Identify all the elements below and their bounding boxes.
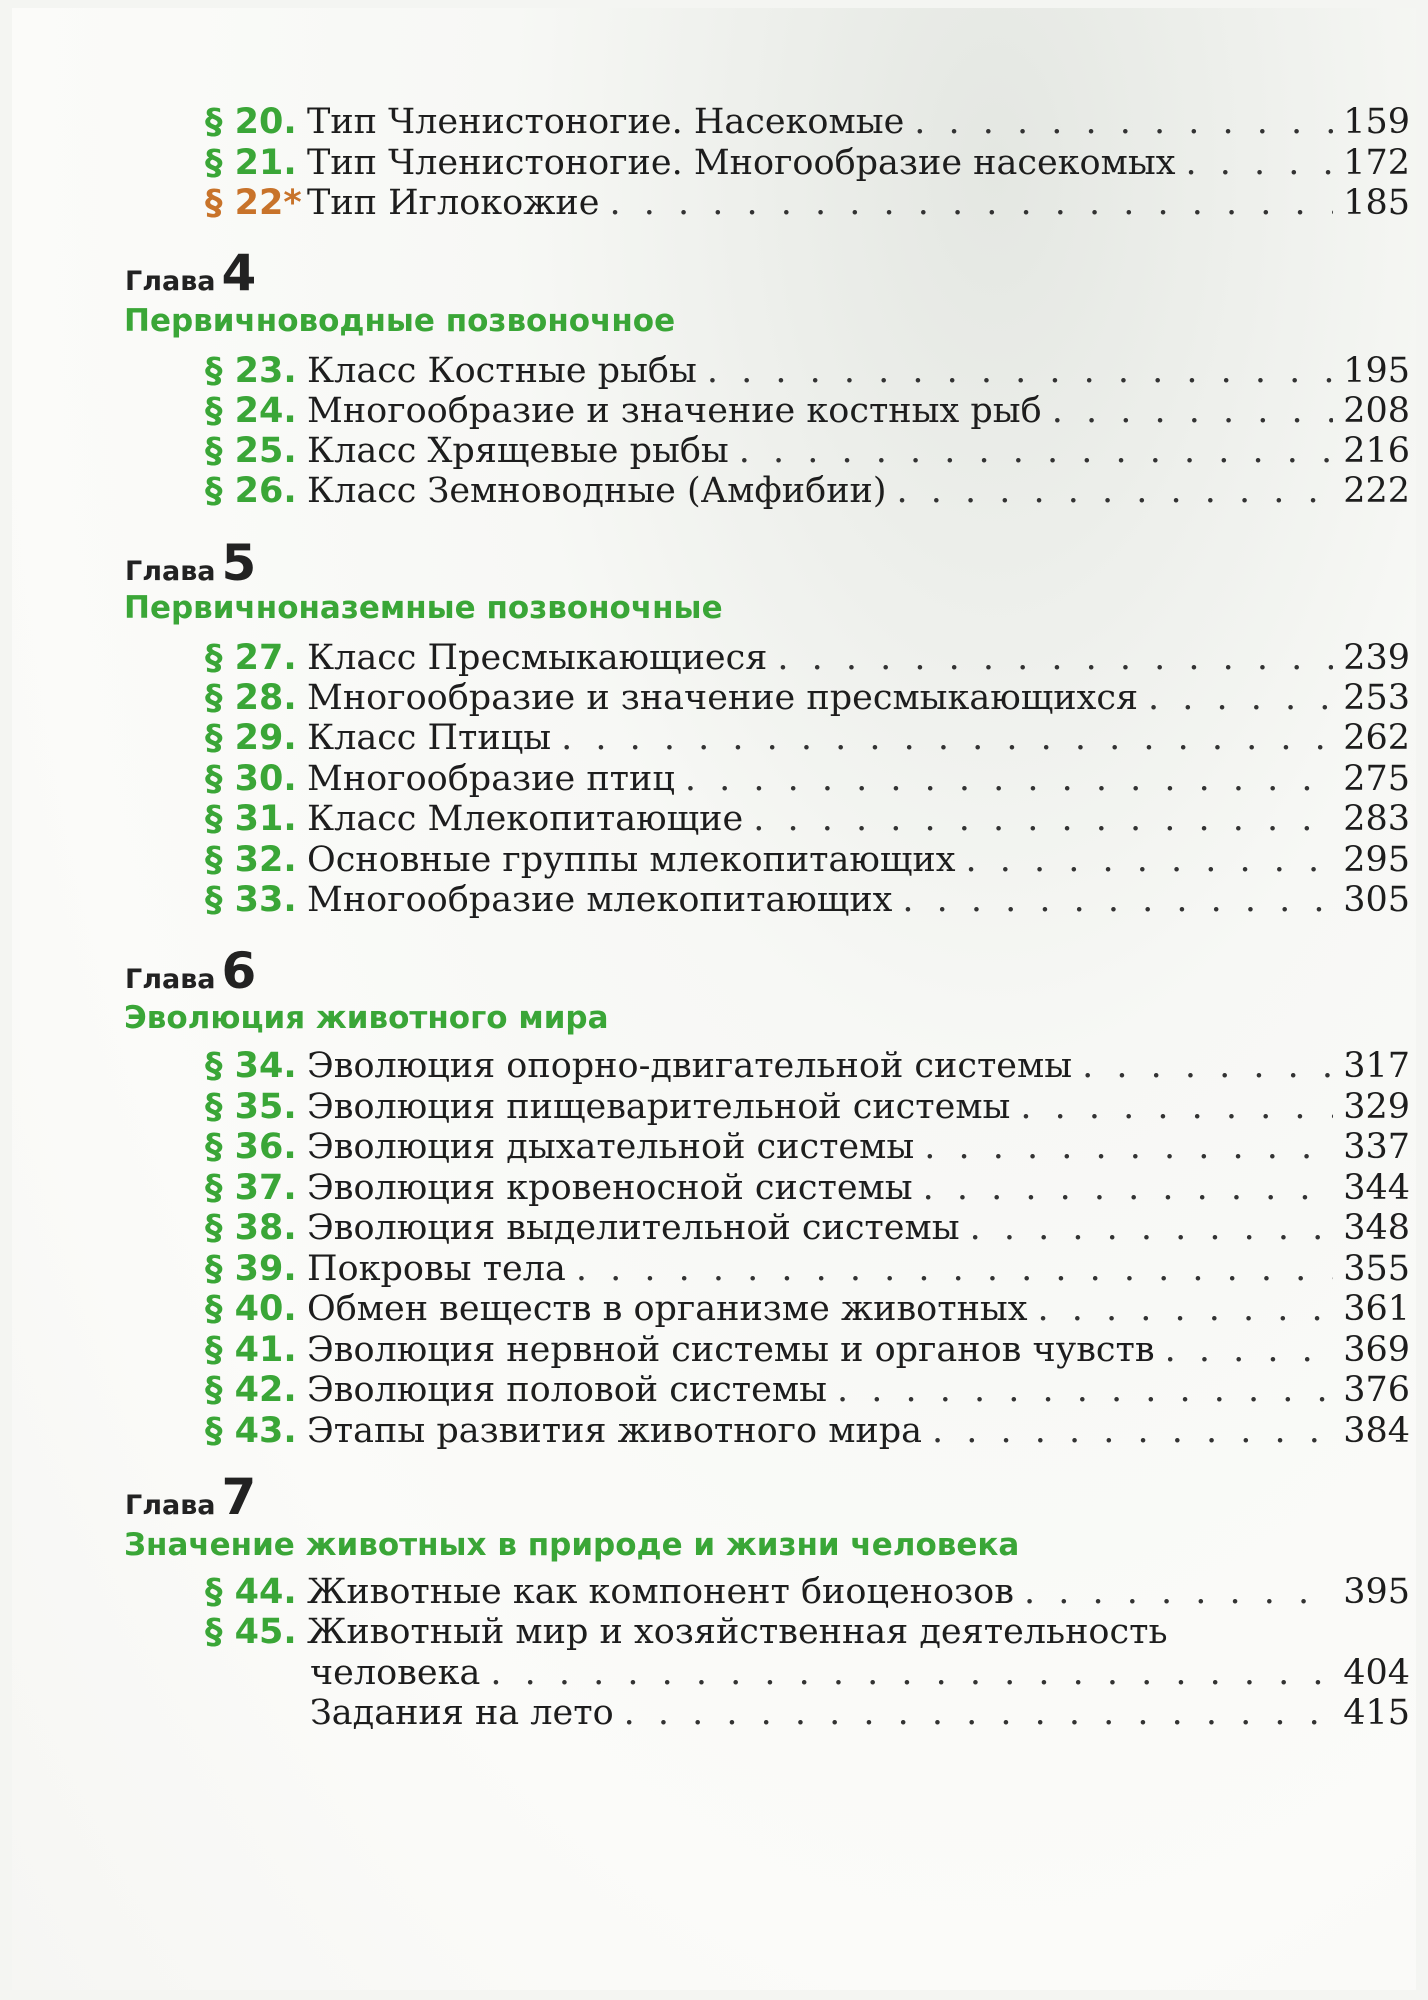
page-number: 195	[1343, 351, 1410, 391]
section-title: Многообразие птиц	[307, 759, 675, 799]
toc-entry[interactable]	[205, 1046, 1410, 1086]
leader-dots	[1185, 143, 1333, 183]
toc-entry[interactable]	[205, 1208, 1410, 1248]
section-title: Покровы тела	[307, 1249, 566, 1289]
section-title: Класс Костные рыбы	[307, 351, 697, 391]
page-number: 415	[1343, 1693, 1410, 1733]
toc-entry[interactable]	[205, 1572, 1410, 1612]
leader-dots	[965, 840, 1333, 880]
page-number: 376	[1343, 1370, 1410, 1410]
section-title: Класс Хрящевые рыбы	[307, 431, 729, 471]
page-number: 262	[1343, 718, 1410, 758]
chapter-heading	[125, 1468, 256, 1526]
toc-entry[interactable]	[205, 678, 1410, 718]
section-number: § 27.	[205, 638, 297, 678]
page-number: 384	[1343, 1411, 1410, 1451]
section-title: Эволюция половой системы	[307, 1370, 827, 1410]
leader-dots	[1052, 391, 1333, 431]
section-number: § 37.	[205, 1168, 297, 1208]
toc-entry-summer-tasks[interactable]	[310, 1693, 1410, 1733]
toc-entry[interactable]	[205, 880, 1410, 920]
chapter-heading	[125, 942, 256, 1000]
section-title: Эволюция пищеварительной системы	[307, 1087, 1011, 1127]
chapter-title: Эволюция животного мира	[124, 1000, 609, 1036]
chapter-number: 7	[221, 1468, 257, 1526]
section-number: § 25.	[205, 431, 297, 471]
leader-dots	[576, 1249, 1333, 1289]
chapter-title: Значение животных в природе и жизни человека	[124, 1527, 1020, 1563]
leader-dots	[490, 1653, 1333, 1693]
section-title: Тип Членистоногие. Насекомые	[307, 102, 905, 142]
section-number: § 42.	[205, 1370, 297, 1410]
page-number: 369	[1343, 1330, 1410, 1370]
toc-entry[interactable]	[205, 431, 1410, 471]
toc-entry[interactable]	[205, 840, 1410, 880]
leader-dots	[753, 799, 1333, 839]
toc-entry[interactable]	[205, 351, 1410, 391]
leader-dots	[561, 718, 1333, 758]
leader-dots	[624, 1693, 1334, 1733]
section-title: Многообразие и значение пресмыкающихся	[307, 678, 1139, 718]
leader-dots	[837, 1370, 1333, 1410]
page-number: 208	[1343, 391, 1410, 431]
toc-entry[interactable]	[205, 102, 1410, 142]
toc-entry[interactable]	[205, 1612, 1410, 1652]
leader-dots	[897, 471, 1334, 511]
section-number: § 28.	[205, 678, 297, 718]
toc-entry[interactable]	[205, 183, 1410, 223]
page-number: 348	[1343, 1208, 1410, 1248]
toc-entry[interactable]	[205, 1289, 1410, 1329]
toc-entry[interactable]	[205, 1370, 1410, 1410]
page-number: 395	[1343, 1572, 1410, 1612]
section-title: Эволюция нервной системы и органов чувств	[307, 1330, 1155, 1370]
section-number: § 43.	[205, 1411, 297, 1451]
toc-entry[interactable]	[205, 1249, 1410, 1289]
toc-entry[interactable]	[205, 799, 1410, 839]
toc-entry[interactable]	[205, 718, 1410, 758]
section-title: Многообразие и значение костных рыб	[307, 391, 1042, 431]
section-title: Этапы развития животного мира	[307, 1411, 923, 1451]
section-number: § 31.	[205, 799, 297, 839]
page-number: 172	[1343, 143, 1410, 183]
section-number: § 20.	[205, 102, 297, 142]
page-number: 404	[1343, 1653, 1410, 1693]
page-number: 295	[1343, 840, 1410, 880]
toc-entry[interactable]	[205, 391, 1410, 431]
section-number: § 35.	[205, 1087, 297, 1127]
toc-entry[interactable]	[205, 759, 1410, 799]
section-number: § 32.	[205, 840, 297, 880]
section-title: Задания на лето	[310, 1693, 614, 1733]
page-number: 216	[1343, 431, 1410, 471]
chapter-label: Глава	[125, 964, 216, 995]
section-title: Класс Млекопитающие	[307, 799, 744, 839]
section-title-continuation: человека	[310, 1653, 481, 1693]
section-number: § 44.	[205, 1572, 297, 1612]
section-number: § 23.	[205, 351, 297, 391]
leader-dots	[1020, 1087, 1333, 1127]
toc-entry[interactable]	[205, 1127, 1410, 1167]
section-title: Животные как компонент биоценозов	[307, 1572, 1014, 1612]
section-number: § 40.	[205, 1289, 297, 1329]
leader-dots	[932, 1411, 1333, 1451]
section-number: § 45.	[205, 1612, 297, 1652]
leader-dots	[914, 102, 1333, 142]
page-number: 337	[1343, 1127, 1410, 1167]
toc-entry[interactable]	[205, 143, 1410, 183]
section-title: Эволюция кровеносной системы	[307, 1168, 913, 1208]
chapter-number: 4	[221, 244, 257, 302]
section-number: § 36.	[205, 1127, 297, 1167]
leader-dots	[924, 1127, 1333, 1167]
chapter-number: 6	[221, 942, 257, 1000]
section-number: § 26.	[205, 471, 297, 511]
section-number: § 22*	[205, 183, 302, 223]
section-number: § 34.	[205, 1046, 297, 1086]
toc-entry[interactable]	[205, 1168, 1410, 1208]
page-number: 239	[1343, 638, 1410, 678]
toc-entry[interactable]	[205, 1087, 1410, 1127]
page-number: 275	[1343, 759, 1410, 799]
page-number: 317	[1343, 1046, 1410, 1086]
toc-entry[interactable]	[205, 471, 1410, 511]
section-number: § 38.	[205, 1208, 297, 1248]
page-number: 222	[1343, 471, 1410, 511]
page-number: 344	[1343, 1168, 1410, 1208]
section-number: § 30.	[205, 759, 297, 799]
chapter-label: Глава	[125, 1490, 216, 1521]
section-title: Многообразие млекопитающих	[307, 880, 893, 920]
leader-dots	[1165, 1330, 1334, 1370]
leader-dots	[777, 638, 1333, 678]
chapter-number: 5	[221, 534, 257, 592]
leader-dots	[739, 431, 1333, 471]
section-number: § 21.	[205, 143, 297, 183]
page-number: 185	[1343, 183, 1410, 223]
leader-dots	[970, 1208, 1334, 1248]
section-title: Класс Земноводные (Амфибии)	[307, 471, 887, 511]
toc-entry[interactable]	[205, 638, 1410, 678]
section-title: Эволюция выделительной системы	[307, 1208, 960, 1248]
section-title: Эволюция дыхательной системы	[307, 1127, 915, 1167]
leader-dots	[707, 351, 1333, 391]
leader-dots	[609, 183, 1333, 223]
chapter-heading	[125, 534, 256, 592]
chapter-label: Глава	[125, 556, 216, 587]
section-title: Обмен веществ в организме животных	[307, 1289, 1028, 1329]
toc-entry[interactable]	[205, 1411, 1410, 1451]
section-title: Животный мир и хозяйственная деятельность	[307, 1612, 1168, 1652]
chapter-title: Первичноназемные позвоночные	[124, 590, 723, 626]
section-number: § 41.	[205, 1330, 297, 1370]
leader-dots	[1082, 1046, 1333, 1086]
chapter-label: Глава	[125, 266, 216, 297]
page-number: 329	[1343, 1087, 1410, 1127]
section-title: Эволюция опорно-двигательной системы	[307, 1046, 1073, 1086]
leader-dots	[685, 759, 1333, 799]
section-number: § 33.	[205, 880, 297, 920]
page-number: 305	[1343, 880, 1410, 920]
chapter-heading	[125, 244, 256, 302]
page-number: 355	[1343, 1249, 1410, 1289]
chapter-title: Первичноводные позвоночное	[124, 303, 676, 339]
section-number: § 24.	[205, 391, 297, 431]
section-title: Класс Птицы	[307, 718, 552, 758]
page-number: 159	[1343, 102, 1410, 142]
leader-dots	[1038, 1289, 1334, 1329]
section-title: Класс Пресмыкающиеся	[307, 638, 768, 678]
leader-dots	[1024, 1572, 1333, 1612]
toc-entry[interactable]	[205, 1330, 1410, 1370]
toc-entry-continuation[interactable]	[310, 1653, 1410, 1693]
page-number: 361	[1343, 1289, 1410, 1329]
section-title: Основные группы млекопитающих	[307, 840, 956, 880]
page-number: 253	[1343, 678, 1410, 718]
section-title: Тип Членистоногие. Многообразие насекомых	[307, 143, 1176, 183]
section-title: Тип Иглокожие	[307, 183, 600, 223]
leader-dots	[1148, 678, 1333, 718]
leader-dots	[902, 880, 1333, 920]
page-number: 283	[1343, 799, 1410, 839]
section-number: § 29.	[205, 718, 297, 758]
section-number: § 39.	[205, 1249, 297, 1289]
leader-dots	[923, 1168, 1334, 1208]
